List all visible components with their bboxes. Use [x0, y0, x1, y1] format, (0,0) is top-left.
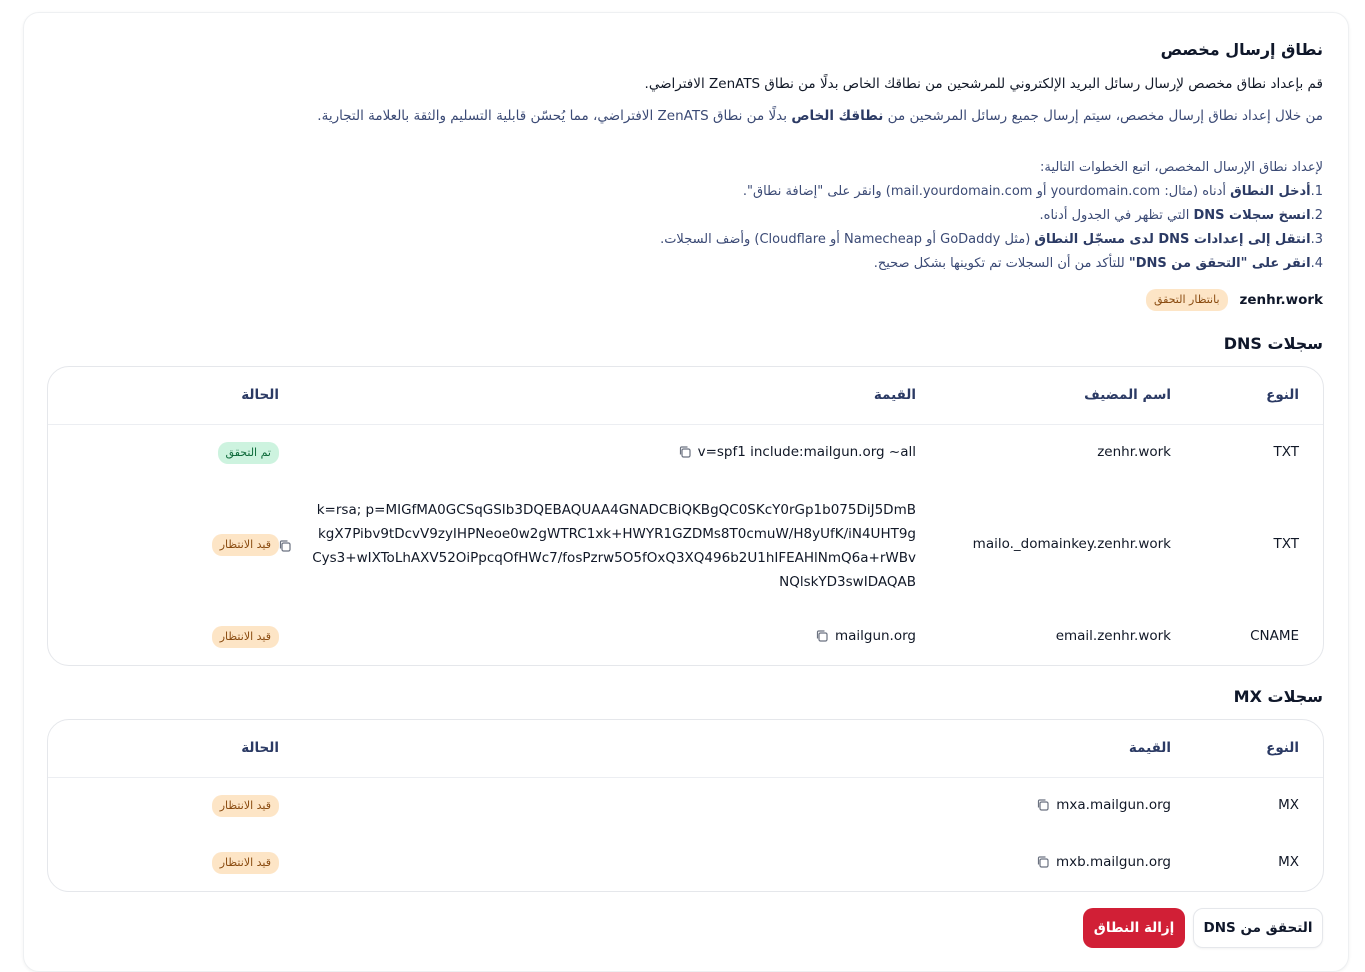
- table-row-type: MX: [1278, 797, 1299, 813]
- status-badge: قيد الانتظار: [212, 534, 279, 556]
- table-row-value: mailgun.org: [815, 628, 916, 644]
- domain-status-badge: بانتظار التحقق: [1146, 289, 1228, 311]
- col-value: القيمة: [873, 387, 916, 403]
- table-row-type: MX: [1278, 854, 1299, 870]
- remove-domain-button[interactable]: إزالة النطاق: [1083, 908, 1185, 948]
- mx-records-table: [47, 719, 1324, 892]
- col-type: النوع: [1266, 387, 1299, 403]
- step-2: 2.انسخ سجلات DNS التي تظهر في الجدول أدناه.: [1039, 208, 1323, 223]
- table-row-host: mailo._domainkey.zenhr.work: [972, 536, 1171, 552]
- page-description: قم بإعداد نطاق مخصص لإرسال رسائل البريد الإلكتروني للمرشحين من نطاقك الخاص بدلًا من نطاق ZenATS الافتراضي.: [644, 76, 1323, 92]
- col-status: الحالة: [241, 740, 279, 756]
- table-row-value: v=spf1 include:mailgun.org ~all: [678, 444, 916, 460]
- table-row-value: k=rsa; p=MIGfMA0GCSqGSIb3DQEBAQUAA4GNADCBiQKBgQC0SKcY0rGp1b075DiJ5DmB kgX7Pibv9tDcvV9zyIHPNeoe0w2gWTRC1xk+HWYR1GZDMs8T0cmuW/H8yUfK/iN4UHT9g Cys3+wIXToLhAXV52OiPpcqOfHWc7/fosPzrw5O5fOxQ3XQ496b2U1hIFEAHlNmQ6a+rWBv NQlskYD3swIDAQAB: [278, 498, 916, 594]
- copy-icon[interactable]: [678, 445, 692, 459]
- table-row-type: TXT: [1273, 444, 1299, 460]
- copy-icon[interactable]: [815, 629, 829, 643]
- verify-dns-button[interactable]: التحقق من DNS: [1193, 908, 1323, 948]
- page-title: نطاق إرسال مخصص: [1160, 40, 1323, 59]
- domain-row: [1146, 289, 1323, 311]
- col-type: النوع: [1266, 740, 1299, 756]
- status-badge: قيد الانتظار: [212, 626, 279, 648]
- table-row-value: mxb.mailgun.org: [1036, 854, 1171, 870]
- dns-records-table: [47, 366, 1324, 666]
- info-text: من خلال إعداد نطاق إرسال مخصص، سيتم إرسال جميع رسائل المرشحين من نطاقك الخاص بدلًا من نطاق ZenATS الافتراضي، مما يُحسّن قابلية التسليم والثقة بالعلامة التجارية.: [317, 108, 1323, 124]
- dns-records-title: سجلات DNS: [1223, 334, 1323, 353]
- table-row-host: zenhr.work: [1097, 444, 1171, 460]
- status-badge: قيد الانتظار: [212, 852, 279, 874]
- step-4: 4.انقر على "التحقق من DNS" للتأكد من أن السجلات تم تكوينها بشكل صحيح.: [873, 256, 1323, 271]
- col-status: الحالة: [241, 387, 279, 403]
- domain-name: zenhr.work: [1239, 292, 1323, 308]
- col-host: اسم المضيف: [1084, 387, 1171, 403]
- step-1: 1.أدخل النطاق أدناه (مثال: yourdomain.com أو mail.yourdomain.com) وانقر على "إضافة نطاق".: [742, 184, 1323, 199]
- status-badge: قيد الانتظار: [212, 795, 279, 817]
- mx-records-title: سجلات MX: [1233, 687, 1323, 706]
- table-row-type: CNAME: [1250, 628, 1299, 644]
- copy-icon[interactable]: [278, 539, 292, 553]
- step-3: 3.انتقل إلى إعدادات DNS لدى مسجّل النطاق (مثل GoDaddy أو Namecheap أو Cloudflare) وأضف السجلات.: [660, 232, 1323, 247]
- status-badge: تم التحقق: [218, 442, 279, 464]
- copy-icon[interactable]: [1036, 798, 1050, 812]
- table-row-host: email.zenhr.work: [1055, 628, 1171, 644]
- setup-steps: [660, 156, 1323, 276]
- table-row-value: mxa.mailgun.org: [1036, 797, 1171, 813]
- table-row-type: TXT: [1273, 536, 1299, 552]
- copy-icon[interactable]: [1036, 855, 1050, 869]
- col-value: القيمة: [1128, 740, 1171, 756]
- steps-intro: لإعداد نطاق الإرسال المخصص، اتبع الخطوات التالية:: [1040, 160, 1323, 175]
